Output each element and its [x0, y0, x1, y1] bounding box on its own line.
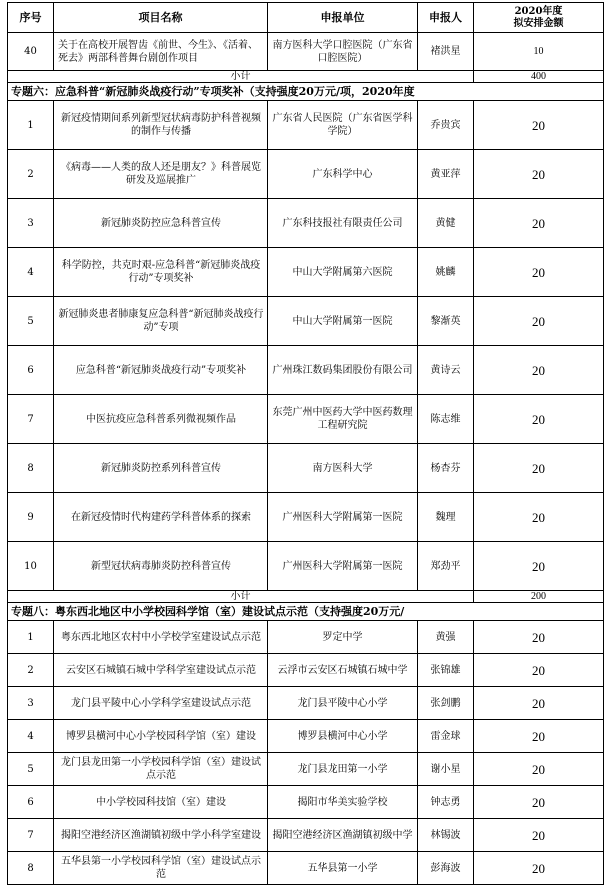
table-row: [8, 542, 604, 591]
cell-unit: 龙门县平陵中心小学: [268, 687, 418, 720]
table-row: [8, 753, 604, 786]
cell-project-name: 龙门县龙田第一小学校园科学馆（室）建设试点示范: [54, 753, 268, 786]
cell-amount: 20: [474, 819, 604, 852]
cell-seq: 1: [8, 101, 54, 150]
cell-unit: 中山大学附属第六医院: [268, 248, 418, 297]
cell-person: 谢小星: [418, 753, 474, 786]
subtotal-amount: 400: [474, 71, 604, 83]
cell-amount: 20: [474, 493, 604, 542]
header-amount-line2: 拟安排金额: [513, 17, 564, 29]
subtotal-label: 小计: [8, 71, 474, 83]
cell-project-name: 中医抗疫应急科普系列微视频作品: [54, 395, 268, 444]
section-header-row: [8, 603, 604, 621]
table-row: [8, 687, 604, 720]
cell-seq: 8: [8, 444, 54, 493]
section-header-row: [8, 83, 604, 101]
cell-seq: 40: [8, 33, 54, 71]
cell-amount: 20: [474, 621, 604, 654]
cell-seq: 6: [8, 346, 54, 395]
table-row: [8, 199, 604, 248]
table-row: [8, 248, 604, 297]
subtotal-row: [8, 591, 604, 603]
table-row: [8, 852, 604, 885]
cell-person: 魏理: [418, 493, 474, 542]
cell-unit: 广州珠江数码集团股份有限公司: [268, 346, 418, 395]
cell-unit: 广东科学中心: [268, 150, 418, 199]
cell-unit: 广东省人民医院（广东省医学科学院）: [268, 101, 418, 150]
cell-seq: 5: [8, 753, 54, 786]
cell-amount: 20: [474, 101, 604, 150]
cell-seq: 7: [8, 819, 54, 852]
cell-unit: 云浮市云安区石城镇石城中学: [268, 654, 418, 687]
cell-seq: 8: [8, 852, 54, 885]
cell-person: 黄健: [418, 199, 474, 248]
cell-person: 褚洪星: [418, 33, 474, 71]
cell-project-name: 新冠疫情期间系列新型冠状病毒防护科普视频的制作与传播: [54, 101, 268, 150]
cell-person: 郑劲平: [418, 542, 474, 591]
table-row: [8, 621, 604, 654]
cell-project-name: 《病毒——人类的敌人还是朋友？》科普展览研发及巡展推广: [54, 150, 268, 199]
subtotal-row: [8, 71, 604, 83]
cell-person: 张锦雄: [418, 654, 474, 687]
table-row: [8, 33, 604, 71]
cell-amount: 20: [474, 753, 604, 786]
cell-person: 钟志勇: [418, 786, 474, 819]
cell-seq: 1: [8, 621, 54, 654]
cell-person: 姚麟: [418, 248, 474, 297]
project-funding-table: [7, 2, 604, 885]
cell-project-name: 新冠肺炎患者肺康复应急科普“新冠肺炎战疫行动”专项: [54, 297, 268, 346]
header-unit: 申报单位: [268, 3, 418, 33]
cell-amount: 10: [474, 33, 604, 71]
cell-seq: 3: [8, 199, 54, 248]
cell-amount: 20: [474, 395, 604, 444]
cell-project-name: 新冠肺炎防控应急科普宣传: [54, 199, 268, 248]
cell-amount: 20: [474, 542, 604, 591]
cell-unit: 广东科技报社有限责任公司: [268, 199, 418, 248]
cell-amount: 20: [474, 852, 604, 885]
cell-person: 彭海波: [418, 852, 474, 885]
cell-project-name: 云安区石城镇石城中学科学室建设试点示范: [54, 654, 268, 687]
cell-seq: 4: [8, 248, 54, 297]
table-row: [8, 654, 604, 687]
table-row: [8, 346, 604, 395]
cell-seq: 4: [8, 720, 54, 753]
cell-amount: 20: [474, 720, 604, 753]
cell-unit: 博罗县横河中心小学: [268, 720, 418, 753]
cell-amount: 20: [474, 687, 604, 720]
cell-unit: 广州医科大学附属第一医院: [268, 542, 418, 591]
cell-project-name: 新冠肺炎防控系列科普宣传: [54, 444, 268, 493]
cell-project-name: 应急科普“新冠肺炎战疫行动”专项奖补: [54, 346, 268, 395]
cell-unit: 南方医科大学口腔医院（广东省口腔医院）: [268, 33, 418, 71]
cell-person: 乔贵宾: [418, 101, 474, 150]
cell-seq: 5: [8, 297, 54, 346]
cell-project-name: 龙门县平陵中心小学科学室建设试点示范: [54, 687, 268, 720]
cell-unit: 广州医科大学附属第一医院: [268, 493, 418, 542]
cell-amount: 20: [474, 199, 604, 248]
cell-unit: 南方医科大学: [268, 444, 418, 493]
cell-seq: 9: [8, 493, 54, 542]
section6-title: 专题六：应急科普“新冠肺炎战疫行动”专项奖补（支持强度20万元/项，2020年度: [8, 83, 604, 101]
cell-person: 张剑鹏: [418, 687, 474, 720]
section8-title: 专题八：粤东西北地区中小学校园科学馆（室）建设试点示范（支持强度20万元/: [8, 603, 604, 621]
header-row: [8, 3, 604, 33]
cell-project-name: 揭阳空港经济区渔湖镇初级中学小科学室建设: [54, 819, 268, 852]
cell-project-name: 关于在高校开展智齿《前世、今生》、《活着、死去》两部科普舞台剧创作项目: [54, 33, 268, 71]
table-row: [8, 819, 604, 852]
header-seq: 序号: [8, 3, 54, 33]
cell-person: 黄亚萍: [418, 150, 474, 199]
cell-seq: 6: [8, 786, 54, 819]
cell-unit: 揭阳空港经济区渔湖镇初级中学: [268, 819, 418, 852]
cell-person: 黄强: [418, 621, 474, 654]
cell-amount: 20: [474, 654, 604, 687]
cell-unit: 东莞广州中医药大学中医药数理工程研究院: [268, 395, 418, 444]
table-row: [8, 395, 604, 444]
table-row: [8, 786, 604, 819]
table-row: [8, 720, 604, 753]
cell-unit: 揭阳市华美实验学校: [268, 786, 418, 819]
cell-amount: 20: [474, 297, 604, 346]
cell-seq: 3: [8, 687, 54, 720]
header-amount-line1: 2020年度: [514, 5, 563, 17]
cell-person: 杨杏芬: [418, 444, 474, 493]
cell-project-name: 博罗县横河中心小学校园科学馆（室）建设: [54, 720, 268, 753]
table-row: [8, 150, 604, 199]
cell-unit: 五华县第一小学: [268, 852, 418, 885]
table-row: [8, 101, 604, 150]
cell-project-name: 科学防控，共克时艰-应急科普“新冠肺炎战疫行动”专项奖补: [54, 248, 268, 297]
cell-amount: 20: [474, 346, 604, 395]
cell-seq: 10: [8, 542, 54, 591]
cell-unit: 中山大学附属第一医院: [268, 297, 418, 346]
cell-project-name: 在新冠疫情时代构建药学科普体系的探索: [54, 493, 268, 542]
cell-project-name: 中小学校园科技馆（室）建设: [54, 786, 268, 819]
cell-person: 黄诗云: [418, 346, 474, 395]
header-name: 项目名称: [54, 3, 268, 33]
header-amount: [474, 3, 604, 33]
cell-unit: 罗定中学: [268, 621, 418, 654]
cell-amount: 20: [474, 248, 604, 297]
cell-person: 林锡波: [418, 819, 474, 852]
table-row: [8, 444, 604, 493]
cell-amount: 20: [474, 150, 604, 199]
cell-seq: 2: [8, 150, 54, 199]
header-person: 申报人: [418, 3, 474, 33]
subtotal-label: 小计: [8, 591, 474, 603]
cell-person: 黎渐英: [418, 297, 474, 346]
cell-unit: 龙门县龙田第一小学: [268, 753, 418, 786]
subtotal-amount: 200: [474, 591, 604, 603]
cell-seq: 2: [8, 654, 54, 687]
cell-project-name: 新型冠状病毒肺炎防控科普宣传: [54, 542, 268, 591]
cell-project-name: 五华县第一小学校园科学馆（室）建设试点示范: [54, 852, 268, 885]
cell-project-name: 粤东西北地区农村中小学校学室建设试点示范: [54, 621, 268, 654]
cell-person: 陈志维: [418, 395, 474, 444]
cell-amount: 20: [474, 444, 604, 493]
cell-amount: 20: [474, 786, 604, 819]
cell-seq: 7: [8, 395, 54, 444]
table-row: [8, 297, 604, 346]
cell-person: 雷金球: [418, 720, 474, 753]
table-row: [8, 493, 604, 542]
